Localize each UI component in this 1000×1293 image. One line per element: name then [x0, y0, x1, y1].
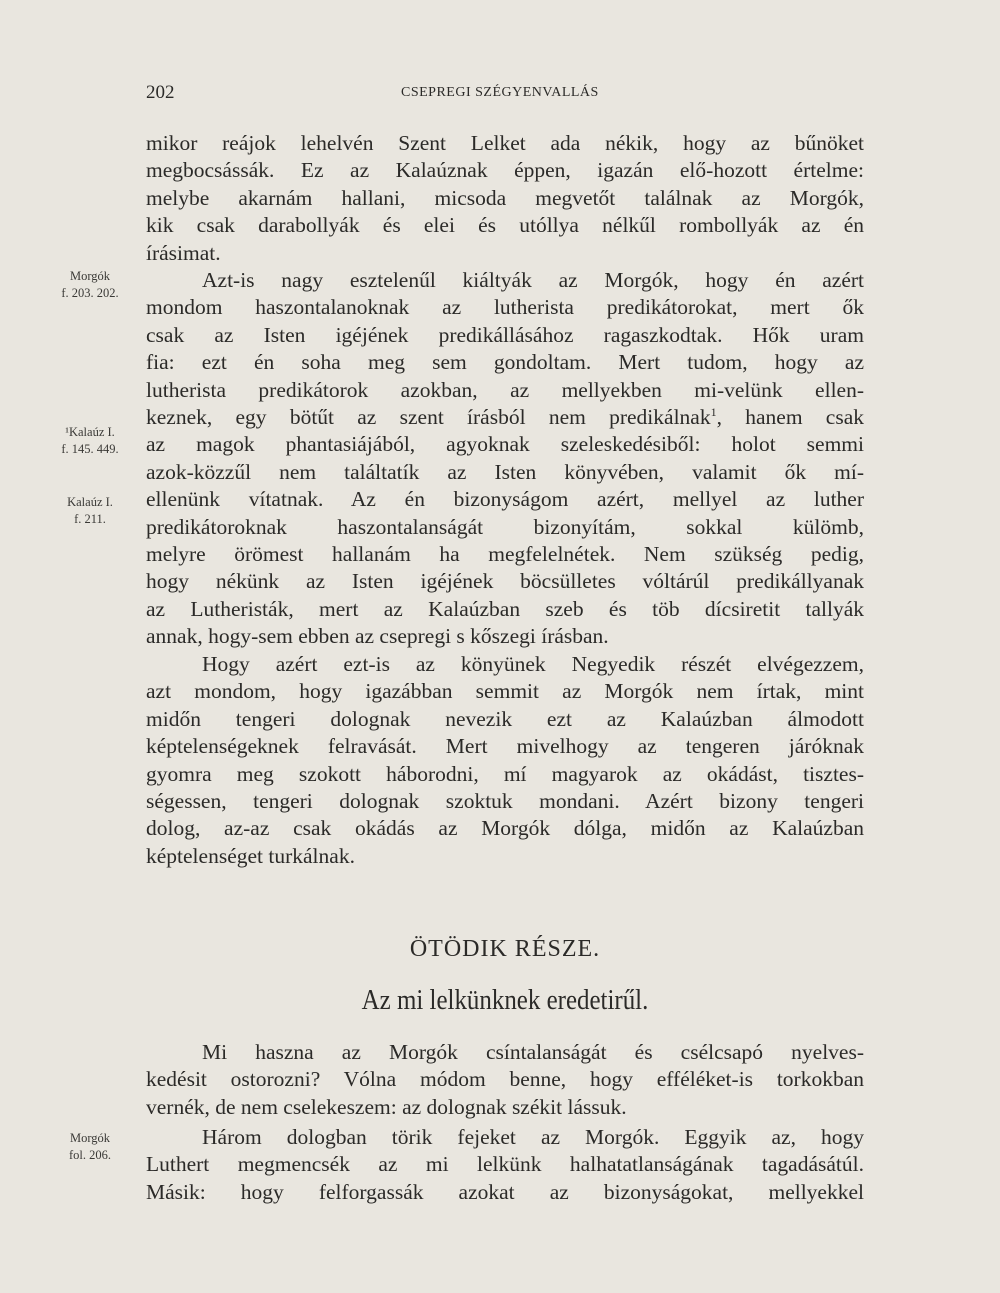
text-line: Mi haszna az Morgók csíntalanságát és csélcsapó nyelves- [202, 1040, 864, 1064]
text-line: kik csak darabollyák és elei és utóllya nélkűl rombollyák az én [146, 213, 864, 238]
text-line: ségessen, tengeri dolognak szoktuk mondani. Azért bizony tengeri [146, 789, 864, 814]
text-line: képtelenséget turkálnak. [146, 843, 355, 868]
text-segment: keznek, egy bötűt az szent írásból nem predikálnak [146, 405, 711, 430]
text-segment: , hanem csak [716, 405, 864, 430]
text-line: hogy nékünk az Isten igéjének böcsülletes vóltárúl predikállyanak [146, 569, 864, 594]
margin-note-morgok-206 [50, 1130, 130, 1164]
margin-note-kalauz-211 [50, 494, 130, 528]
margin-note-line: Morgók [69, 1131, 111, 1145]
text-line: lutherista predikátorok azokban, az mellyekben mi-velünk ellen- [146, 377, 864, 402]
margin-note-line: fol. 206. [68, 1148, 111, 1162]
text-line: annak, hogy-sem ebben az csepregi s kőszegi írásban. [146, 624, 609, 649]
margin-note-line: ¹Kalaúz I. [65, 425, 115, 439]
text-line: Másik: hogy felforgassák azokat az bizonyságokat, mellyekkel [146, 1179, 864, 1204]
margin-note-line: f. 211. [74, 512, 106, 526]
text-line: azok-közzűl nem találtatík az Isten könyvében, valamit ők mí- [146, 459, 864, 484]
text-line: megbocsássák. Ez az Kalaúznak éppen, igazán elő-hozott értelme: [146, 158, 864, 183]
margin-note-kalauz-145 [50, 424, 130, 458]
text-line: az Lutheristák, mert az Kalaúzban szeb és töb dícsiretit tallyák [146, 596, 864, 621]
text-line: Azt-is nagy esztelenűl kiáltyák az Morgók, hogy én azért [202, 268, 864, 292]
page-number: 202 [146, 82, 175, 103]
margin-note-line: f. 145. 449. [61, 442, 119, 456]
text-line: képtelenségeknek felravását. Mert mivelhogy az tengeren járóknak [146, 734, 864, 759]
text-line: predikátoroknak haszontalanságát bizonyítám, sokkal külömb, [146, 514, 864, 539]
margin-note-line: Kalaúz I. [67, 495, 113, 509]
margin-note-morgok-203 [50, 268, 130, 302]
text-line: Luthert megmencsék az mi lelkünk halhatatlanságának tagadásátúl. [146, 1152, 864, 1177]
text-line: az magok phantasiájából, agyoknak szeleskedésiből: holot semmi [146, 432, 864, 457]
paragraph-1 [146, 130, 864, 267]
paragraph-5 [146, 1124, 864, 1206]
paragraph-3 [146, 651, 864, 870]
text-line: melyre örömest hallanám ha megfelelnétek. Nem szükség pedig, [146, 542, 864, 567]
text-line: Három dologban törik fejeket az Morgók. Eggyik az, hogy [202, 1125, 864, 1149]
margin-note-line: f. 203. 202. [61, 286, 119, 300]
text-line-with-footnote [146, 404, 864, 431]
page-header [146, 82, 862, 106]
section-subtitle: Az mi lelkünknek eredetirűl. [361, 984, 649, 1016]
text-line: fia: ezt én soha meg sem gondoltam. Mert tudom, hogy az [146, 350, 864, 375]
text-line: ellenünk vítatnak. Az én bizonyságom azért, mellyel az luther [146, 487, 864, 512]
text-line: azt mondom, hogy igazábban semmit az Morgók nem írtak, mint [146, 679, 864, 704]
text-line: melybe akarnám hallani, micsoda megvetőt találnak az Morgók, [146, 185, 864, 210]
text-line: mikor reájok lehelvén Szent Lelket ada nékik, hogy az bűnöket [146, 131, 864, 155]
paragraph-2 [146, 267, 864, 651]
margin-note-line: Morgók [69, 269, 111, 283]
text-line: Hogy azért ezt-is az könyünek Negyedik részét elvégezzem, [202, 652, 864, 676]
text-line: vernék, de nem cselekeszem: az dolognak székit lássuk. [146, 1094, 627, 1119]
footnote-marker: 1 [710, 404, 717, 419]
text-line: mondom haszontalanoknak az lutherista predikátorokat, mert ők [146, 295, 864, 320]
running-head: CSEPREGI SZÉGYENVALLÁS [401, 85, 599, 100]
text-line: midőn tengeri dolognak nevezik ezt az Kalaúzban álmodott [146, 706, 864, 731]
paragraph-4 [146, 1039, 864, 1121]
section-title: ÖTÖDIK RÉSZE. [409, 936, 601, 962]
text-line: dolog, az-az csak okádás az Morgók dólga, midőn az Kalaúzban [146, 816, 864, 841]
text-line: csak az Isten igéjének predikállásához ragaszkodtak. Hők uram [146, 322, 864, 347]
text-line: írásimat. [146, 240, 221, 265]
text-line: gyomra meg szokott háborodni, mí magyarok az okádást, tisztes- [146, 761, 864, 786]
text-line: kedésit ostorozni? Vólna módom benne, hogy efféléket-is torkokban [146, 1067, 864, 1092]
